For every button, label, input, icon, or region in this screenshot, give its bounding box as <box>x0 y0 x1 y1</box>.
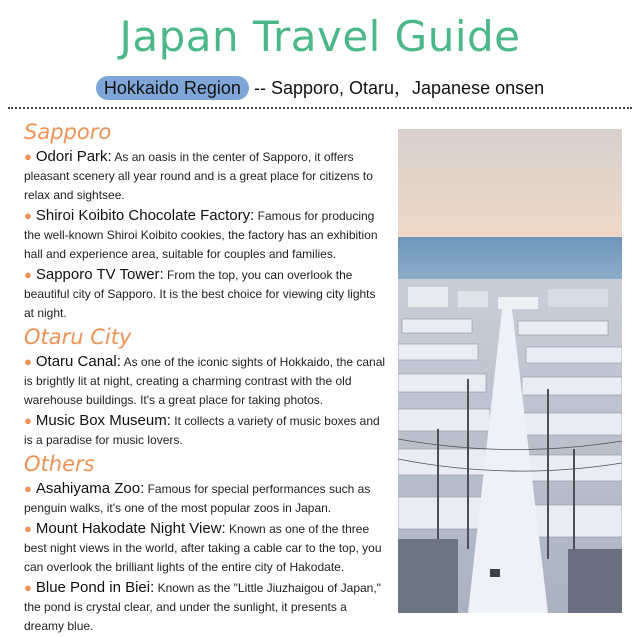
item-name: Shiroi Koibito Chocolate Factory: <box>35 207 255 224</box>
subtitle-text: -- Sapporo, Otaru，Japanese onsen <box>248 78 545 98</box>
item-text: As one of the iconic sights of Hokkaido, the canal is brightly lit at night, creating a charming contrast with the old warehouse buildings. It's a great place for taking photos. <box>24 355 386 407</box>
list-item <box>24 578 388 636</box>
list-item <box>24 479 388 518</box>
bullet-icon: ● <box>24 580 32 595</box>
list-item <box>24 352 388 410</box>
bullet-icon: ● <box>24 149 32 164</box>
item-name: Mount Hakodate Night View: <box>35 520 226 537</box>
item-name: Sapporo TV Tower: <box>35 266 164 283</box>
page-title: Japan Travel Guide <box>119 12 521 61</box>
section-title-others: Others <box>24 452 95 476</box>
otaru-snow-street-photo <box>398 129 622 613</box>
region-badge: Hokkaido Region <box>96 76 249 100</box>
section-title-sapporo: Sapporo <box>24 120 112 144</box>
list-item <box>24 411 388 450</box>
subtitle <box>0 74 640 100</box>
bullet-icon: ● <box>24 354 32 369</box>
list-item <box>24 519 388 577</box>
item-name: Otaru Canal: <box>35 353 121 370</box>
guide-content <box>24 118 388 637</box>
bullet-icon: ● <box>24 208 32 223</box>
item-name: Music Box Museum: <box>35 412 171 429</box>
bullet-icon: ● <box>24 521 32 536</box>
dotted-divider <box>8 107 632 109</box>
list-item <box>24 147 388 205</box>
list-item <box>24 206 388 264</box>
item-text: As an oasis in the center of Sapporo, it offers pleasant scenery all year round and is a great place for citizens to relax and sightsee. <box>24 150 373 202</box>
bullet-icon: ● <box>24 413 32 428</box>
section-title-otaru: Otaru City <box>24 325 132 349</box>
bullet-icon: ● <box>24 481 32 496</box>
item-name: Asahiyama Zoo: <box>35 480 145 497</box>
item-name: Blue Pond in Biei: <box>35 579 155 596</box>
item-text: Known as the "Little Jiuzhaigou of Japan," the pond is crystal clear, and under the sunlight, it presents a dreamy blue. <box>24 581 381 633</box>
list-item <box>24 265 388 323</box>
item-text: From the top, you can overlook the beautiful city of Sapporo. It is the best choice for viewing city lights at night. <box>24 268 376 320</box>
item-text: Known as one of the three best night views in the world, after taking a cable car to the top, you can overlook the brilliant lights of the entire city of Hakodate. <box>24 522 382 574</box>
bullet-icon: ● <box>24 267 32 282</box>
item-text: Famous for producing the well-known Shiroi Koibito cookies, the factory has an exhibition hall and experience area, suitable for couples and families. <box>24 209 378 261</box>
item-text: It collects a variety of music boxes and is a paradise for music lovers. <box>24 414 380 447</box>
item-text: Famous for special performances such as penguin walks, it's one of the most popular zoos in Japan. <box>24 482 371 515</box>
item-name: Odori Park: <box>35 148 112 165</box>
